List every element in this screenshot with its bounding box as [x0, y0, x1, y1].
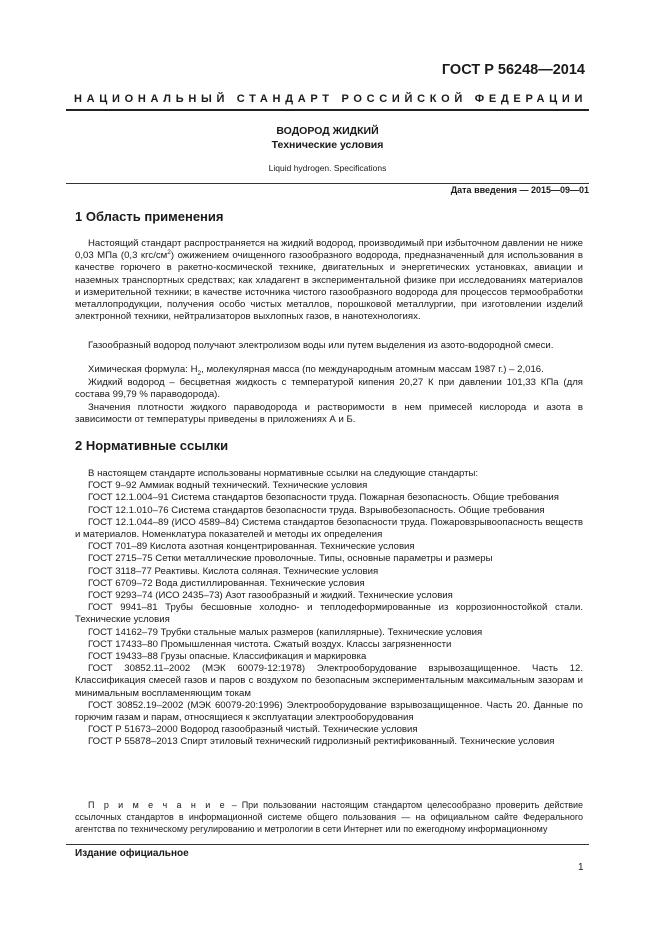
reference-item: ГОСТ 701–89 Кислота азотная концентрированная. Технические условия — [88, 541, 415, 553]
footer-divider — [66, 844, 589, 845]
header-divider — [66, 109, 589, 111]
reference-item: ГОСТ 6709–72 Вода дистиллированная. Технические условия — [88, 577, 365, 589]
reference-item: ГОСТ 17433–80 Промышленная чистота. Сжатый воздух. Классы загрязненности — [88, 638, 452, 650]
section-2-heading: 2 Нормативные ссылки — [75, 438, 229, 453]
reference-item: ГОСТ 12.1.004–91 Система стандартов безопасности труда. Пожарная безопасность. Общие требования — [88, 492, 559, 504]
national-standard-title: НАЦИОНАЛЬНЫЙ СТАНДАРТ РОССИЙСКОЙ ФЕДЕРАЦИИ — [74, 93, 588, 105]
reference-item: ГОСТ Р 55878–2013 Спирт этиловый технический гидролизный ректификованный. Технические условия — [88, 736, 555, 748]
document-subtitle: Технические условия — [271, 139, 384, 151]
reference-item: ГОСТ 30852.11–2002 (МЭК 60079-12:1978) Электрооборудование взрывозащищенное. Часть 12. Классификация смесей газов и паров с воздухом по безопасным экспериментальным максимальным зазорам и минимальным воспламеняющим токам — [75, 663, 583, 699]
document-title: ВОДОРОД ЖИДКИЙ — [276, 125, 379, 137]
reference-item: ГОСТ 12.1.044–89 (ИСО 4589–84) Система стандартов безопасности труда. Пожаровзрывоопасность веществ и материалов. Номенклатура показателей и методы их определения — [75, 516, 583, 541]
reference-item: ГОСТ 30852.19–2002 (МЭК 60079-20:1996) Электрооборудование взрывозащищенное. Часть 20. Данные по горючим газам и парам, относящиеся к эксплуатации электрооборудования — [75, 699, 583, 724]
document-code: ГОСТ Р 56248—2014 — [441, 62, 585, 78]
section-1-paragraph-2: Газообразный водород получают электролизом воды или путем выделения из азото-водородной смеси. — [88, 340, 554, 351]
reference-item: ГОСТ 19433–88 Грузы опасные. Классификация и маркировка — [88, 651, 367, 663]
section-1-paragraph-5: Значения плотности жидкого параводорода и растворимости в нем примесей кислорода и азота в зависимости от температуры приведены в приложениях А и Б. — [75, 402, 583, 426]
document-title-block — [66, 124, 589, 174]
page-number: 1 — [578, 862, 584, 873]
references-intro: В настоящем стандарте использованы нормативные ссылки на следующие стандарты: — [88, 468, 479, 479]
section-1-paragraph-1: Настоящий стандарт распространяется на жидкий водород, производимый при избыточном давлении не ниже 0,03 МПа (0,3 кгс/$см^2$) ожижением очищенного газообразного водорода, предназначенный для использования в качестве горючего в ракетно-космической технике, двигательных и энергетических установках, авиации и наземных транспортных средствах; как хладагент в экспериментальной физике при исследованиях материалов и измерительной техники; в качестве источника чистого газообразного водорода для процессов термообработки металлопродукции, получения особо чистых металлов, порошковой металлургии, при изготовлении изделий электронной техники, нейтрализаторов выхлопных газов, в нанотехнологиях. — [75, 238, 583, 323]
reference-item: ГОСТ 9–92 Аммиак водный технический. Технические условия — [88, 480, 368, 492]
section-1-paragraph-4: Жидкий водород – бесцветная жидкость с температурой кипения 20,27 К при давлении 101,33 КПа (для состава 99,79 % параводорода). — [75, 377, 583, 401]
reference-item: ГОСТ 9293–74 (ИСО 2435–73) Азот газообразный и жидкий. Технические условия — [88, 590, 453, 602]
normative-references-list — [75, 468, 583, 749]
reference-item: ГОСТ 2715–75 Сетки металлические проволочные. Типы, основные параметры и размеры — [88, 553, 493, 565]
section-1-paragraph-3: Химическая формула: $H_2$, молекулярная масса (по международным атомным массам 1987 г.) – 2,016. — [88, 364, 544, 377]
section-1-heading: 1 Область применения — [75, 209, 224, 224]
reference-item: ГОСТ 3118–77 Реактивы. Кислота соляная. Технические условия — [88, 565, 379, 577]
introduction-date: Дата введения — 2015—09—01 — [450, 185, 589, 195]
date-divider — [66, 183, 589, 184]
references-note — [75, 800, 583, 835]
reference-item: ГОСТ 9941–81 Трубы бесшовные холодно- и теплодеформированные из коррозионностойкой стали. Технические условия — [75, 602, 583, 626]
reference-item: ГОСТ 12.1.010–76 Система стандартов безопасности труда. Взрывобезопасность. Общие требования — [88, 504, 545, 516]
official-edition-label: Издание официальное — [75, 848, 189, 859]
reference-item: ГОСТ 14162–79 Трубки стальные малых размеров (капиллярные). Технические условия — [88, 626, 483, 638]
english-title: Liquid hydrogen. Specifications — [268, 163, 387, 173]
reference-item: ГОСТ Р 51673–2000 Водород газообразный чистый. Технические условия — [88, 724, 418, 736]
note-text: – При пользовании настоящим стандартом целесообразно проверить действие ссылочных стандартов в информационной системе общего пользования — на официальном сайте Федерального агентства по техническому регулированию и метрологии в сети Интернет или по ежегодному информационному — [75, 800, 584, 834]
note-label: П р и м е ч а н и е — [88, 800, 227, 810]
